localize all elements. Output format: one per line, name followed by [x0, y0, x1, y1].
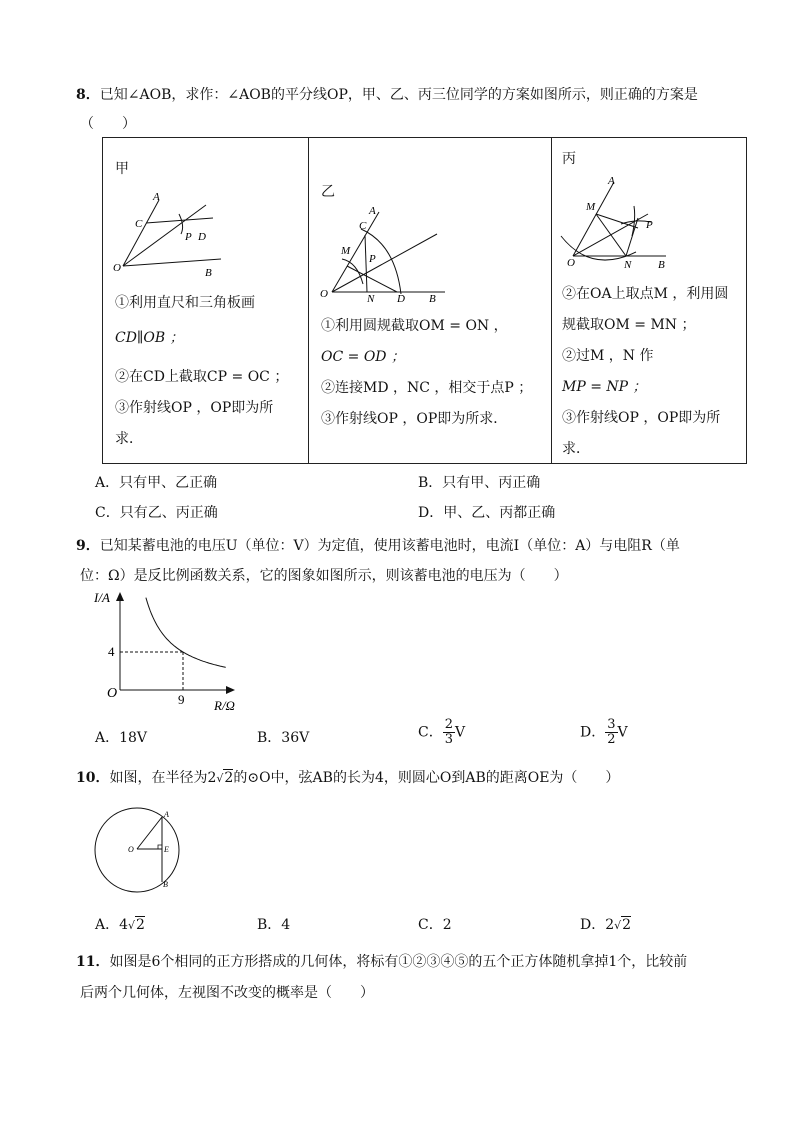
q11-stem-line1: 如图是6个相同的正方形搭成的几何体，将标有①②③④⑤的五个正方体随机拿掉1个，比较前 [109, 954, 688, 970]
yi-label-c: C [359, 220, 367, 232]
q11-stem-line2: 后两个几何体，左视图不改变的概率是（ ） [80, 985, 374, 1001]
q8-stem-line2: （ ） [80, 116, 136, 132]
yi-step-1b: OC = OD ； [321, 349, 405, 365]
q10-option-a-prefix: A．4 [95, 917, 129, 933]
jia-step-3b: 求． [115, 431, 143, 447]
yi-ray-oa [332, 212, 379, 292]
jia-line-cd [146, 218, 213, 223]
bing-label-n: N [624, 259, 632, 271]
q9-option-d-fraction [605, 718, 617, 747]
jia-step-1b: CD∥OB ； [115, 330, 184, 346]
yi-title: 乙 [321, 184, 335, 200]
q10-label-a: A [164, 810, 169, 819]
q8-stem-line1: 已知∠AOB，求作：∠AOB的平分线OP，甲、乙、丙三位同学的方案如图所示，则正确的方案是 [99, 87, 698, 103]
jia-cell [103, 138, 309, 464]
q10-option-d-prefix: D．2 [580, 917, 615, 933]
q9-graph [90, 588, 260, 718]
q8-option-d: D．甲、乙、丙都正确 [418, 505, 556, 521]
jia-label-a: A [153, 191, 160, 203]
yi-label-n: N [367, 293, 375, 304]
jia-label-d: D [198, 231, 206, 243]
q10-option-b: B．4 [257, 917, 291, 933]
bing-step-1: ②在OA上取点M ，利用圆 [562, 286, 729, 302]
q9-origin-label: O [107, 686, 118, 701]
q10-option-d: D．2√2 [580, 917, 632, 933]
yi-label-a: A [369, 205, 376, 217]
jia-figure [113, 188, 233, 283]
bing-step-1b: 规截取OM = MN ； [562, 317, 696, 333]
jia-label-o: O [113, 262, 121, 274]
q9-option-c [418, 718, 465, 747]
yi-line-nc [365, 235, 367, 292]
q10-number: 10． [76, 770, 110, 786]
q9-option-d [580, 718, 628, 747]
q10-label-b: B [163, 880, 168, 889]
bing-label-b: B [658, 259, 665, 271]
bing-label-m: M [586, 201, 596, 213]
q10-stem: 10．如图，在半径为2√2的⊙O中，弦AB的长为4，则圆心O到AB的距离OE为（ ） [76, 770, 620, 786]
q11-stem [76, 951, 687, 971]
q10-option-c: C．2 [418, 917, 452, 933]
bing-figure [556, 174, 681, 274]
q9-option-d-den: 2 [607, 732, 616, 747]
bing-line-mn [596, 214, 626, 256]
q9-stem [76, 535, 680, 555]
q9-x-label: R/Ω [214, 698, 235, 713]
yi-step-1: ①利用圆规截取OM = ON ， [321, 318, 508, 334]
q9-option-c-unit: V [455, 724, 466, 741]
q9-stem-line1: 已知某蓄电池的电压U（单位：V）为定值，使用该蓄电池时，电流I（单位：A）与电阻R（单 [99, 538, 680, 554]
bing-step-3: ③作射线OP ，OP即为所 [562, 410, 721, 426]
q9-option-c-den: 3 [444, 732, 453, 747]
bing-step-2b: MP = NP ； [562, 379, 647, 395]
q10-figure [92, 805, 182, 895]
q9-stem-line2: 位：Ω）是反比例函数关系，它的图象如图所示，则该蓄电池的电压为（ ） [80, 568, 568, 584]
q9-y-tick-label: 4 [108, 644, 115, 659]
q11-number: 11． [76, 954, 110, 970]
q9-y-label: I/A [94, 590, 110, 605]
bing-label-p: P [646, 219, 653, 231]
yi-label-d: D [397, 293, 405, 304]
q9-option-d-prefix: D． [580, 724, 606, 741]
q9-y-arrow [116, 592, 124, 601]
yi-label-m: M [341, 245, 351, 257]
q9-option-c-num: 2 [444, 717, 453, 732]
jia-ray-ob [123, 259, 221, 266]
yi-step-2: ②连接MD ，NC ，相交于点P ； [321, 380, 533, 396]
jia-title: 甲 [115, 161, 129, 177]
q10-stem-sqrt: 2 [224, 770, 234, 786]
q10-label-e: E [164, 845, 169, 854]
q9-option-b: B．36V [257, 730, 310, 746]
yi-label-b: B [429, 293, 436, 304]
q8-option-c: C．只有乙、丙正确 [95, 505, 218, 521]
jia-step-2: ②在CD上截取CP = OC ； [115, 369, 289, 385]
jia-ray-op [123, 205, 206, 266]
jia-label-p: P [185, 231, 192, 243]
jia-ray-oa [123, 200, 159, 266]
yi-ray-op [332, 234, 437, 292]
bing-label-a: A [608, 175, 615, 187]
q9-option-d-num: 3 [607, 717, 616, 732]
jia-label-c: C [135, 218, 143, 230]
jia-step-1: ①利用直尺和三角板画 [115, 295, 255, 311]
q9-option-c-prefix: C． [418, 724, 443, 741]
bing-cell [552, 138, 747, 464]
yi-step-3: ③作射线OP ，OP即为所求． [321, 411, 508, 427]
q10-stem-a: 如图，在半径为2 [109, 770, 217, 786]
yi-figure [317, 204, 452, 304]
q9-option-a: A．18V [95, 730, 148, 746]
q9-number: 9． [76, 538, 100, 554]
q8-number: 8． [76, 87, 100, 103]
q10-option-a: A．4√2 [95, 917, 145, 933]
q9-option-c-fraction [443, 718, 455, 747]
q8-option-b: B．只有甲、丙正确 [418, 475, 541, 491]
bing-step-2: ②过M ，N 作 [562, 348, 654, 364]
q9-curve [146, 598, 226, 668]
q8-option-a: A．只有甲、乙正确 [95, 475, 218, 491]
q10-label-o: O [128, 845, 134, 854]
bing-label-o: O [567, 257, 575, 269]
jia-step-3: ③作射线OP ，OP即为所 [115, 400, 274, 416]
q9-x-arrow [226, 686, 235, 694]
q10-radius-oa [137, 817, 162, 849]
bing-title: 丙 [562, 151, 576, 167]
jia-label-b: B [205, 267, 212, 279]
q9-x-tick-label: 9 [178, 692, 185, 707]
bing-step-3b: 求． [562, 441, 590, 457]
q8-stem [76, 84, 698, 104]
q10-stem-b: 的⊙O中，弦AB的长为4，则圆心O到AB的距离OE为（ ） [233, 770, 620, 786]
bing-line-np [626, 218, 638, 256]
q10-option-a-sqrt: 2 [136, 917, 145, 933]
q8-solution-table [102, 137, 747, 464]
q9-option-d-unit: V [617, 724, 628, 741]
yi-label-p: P [369, 253, 376, 265]
yi-label-o: O [320, 288, 328, 300]
q10-option-d-sqrt: 2 [622, 917, 632, 933]
yi-cell [309, 138, 552, 464]
q10-right-angle-mark [158, 845, 162, 849]
